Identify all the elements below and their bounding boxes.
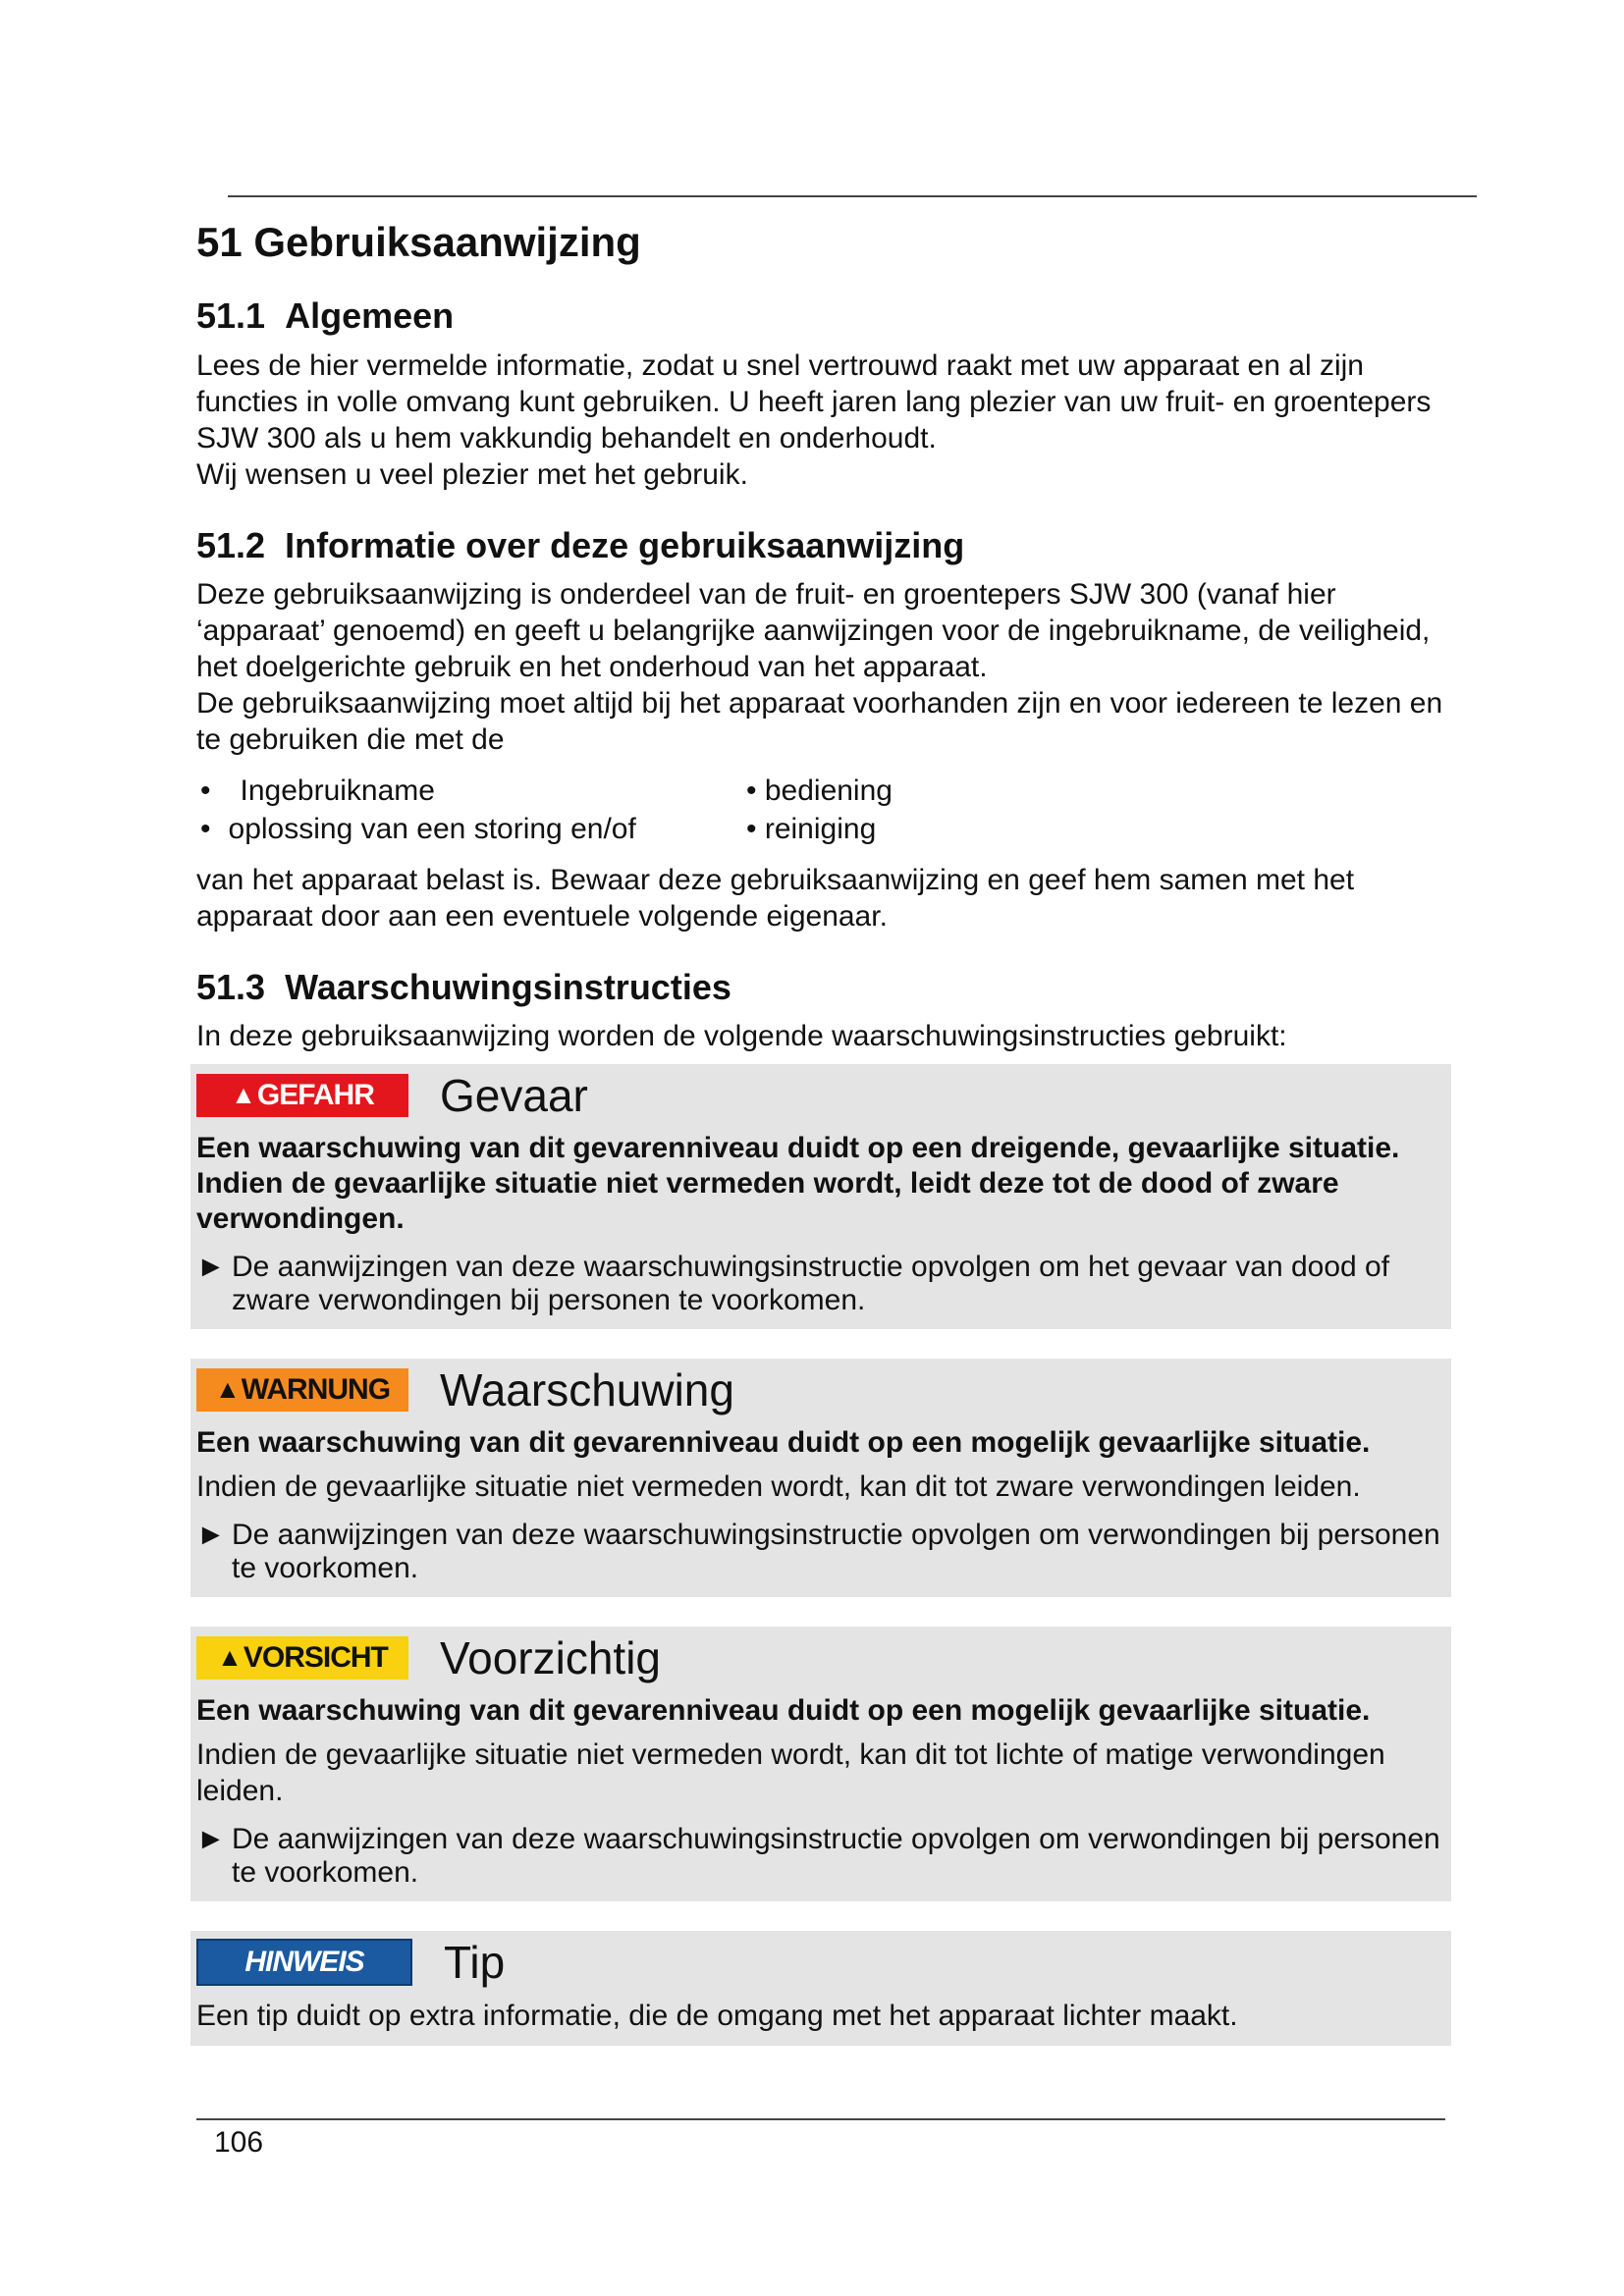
- right-pointer-icon: ►: [196, 1822, 226, 1855]
- page-number: 106: [214, 2126, 264, 2159]
- page-content: [196, 218, 1445, 2075]
- notice-title: Tip: [444, 1936, 506, 1988]
- section-heading: [196, 524, 1445, 566]
- bullet-row: [196, 772, 1445, 810]
- warning-badge: ▲ WARNUNG: [196, 1368, 408, 1412]
- warning-box: [190, 1359, 1451, 1597]
- danger-description: Een waarschuwing van dit gevarenniveau duidt op een dreigende, gevaarlijke situatie. Indien de gevaarlijke situatie niet vermeden wordt, leidt deze tot de dood of zware verwondingen.: [196, 1131, 1400, 1235]
- paragraph: Wij wensen u veel plezier met het gebruik.: [196, 457, 748, 491]
- list-item: • oplossing van een storing en/of: [200, 812, 636, 845]
- section-manual-info: [196, 524, 1445, 934]
- list-item: • reiniging: [746, 812, 877, 845]
- notice-box: [190, 1931, 1451, 2046]
- warning-triangle-icon: ▲: [231, 1080, 255, 1110]
- section-warnings: [196, 966, 1445, 2046]
- caution-badge: ▲ VORSICHT: [196, 1636, 408, 1680]
- warning-description: Een waarschuwing van dit gevarenniveau duidt op een mogelijk gevaarlijke situatie.: [196, 1425, 1371, 1459]
- warning-text: Indien de gevaarlijke situatie niet vermeden wordt, kan dit tot zware verwondingen leiden.: [196, 1469, 1361, 1503]
- danger-badge: ▲ GEFAHR: [196, 1074, 408, 1117]
- danger-action: ► De aanwijzingen van deze waarschuwingsinstructie opvolgen om het gevaar van dood of zware verwondingen bij personen te voorkomen.: [196, 1250, 1390, 1316]
- right-pointer-icon: ►: [196, 1250, 226, 1283]
- warning-action: ► De aanwijzingen van deze waarschuwingsinstructie opvolgen om verwondingen bij personen te voorkomen.: [196, 1518, 1440, 1584]
- caution-action: ► De aanwijzingen van deze waarschuwingsinstructie opvolgen om verwondingen bij personen te voorkomen.: [196, 1822, 1440, 1889]
- section-number: 51.1: [196, 295, 266, 337]
- header-rule: [228, 195, 1477, 197]
- bullet-row: [196, 810, 1445, 848]
- section-number: 51.3: [196, 966, 266, 1007]
- caution-description: Een waarschuwing van dit gevarenniveau duidt op een mogelijk gevaarlijke situatie.: [196, 1693, 1371, 1727]
- section-number: 51.2: [196, 524, 266, 565]
- caution-title: Voorzichtig: [440, 1631, 662, 1683]
- danger-box: [190, 1064, 1451, 1329]
- bullet-list: [196, 772, 1445, 848]
- section-heading: [196, 966, 1445, 1008]
- section-title: Algemeen: [285, 295, 455, 337]
- paragraph: In deze gebruiksaanwijzing worden de volgende waarschuwingsinstructies gebruikt:: [196, 1019, 1287, 1052]
- paragraph: van het apparaat belast is. Bewaar deze gebruiksaanwijzing en geef hem samen met het apparaat door aan een eventuele volgende eigenaar.: [196, 863, 1355, 933]
- paragraph: Lees de hier vermelde informatie, zodat u snel vertrouwd raakt met uw apparaat en al zijn functies in volle omvang kunt gebruiken. U heeft jaren lang plezier van uw fruit- en groentepers SJW 300 als u hem vakkundig behandelt en onderhoudt.: [196, 348, 1432, 454]
- section-general: [196, 294, 1445, 492]
- warning-title: Waarschuwing: [440, 1363, 734, 1415]
- danger-title: Gevaar: [440, 1069, 588, 1121]
- notice-text: Een tip duidt op extra informatie, die de omgang met het apparaat lichter maakt.: [196, 1999, 1238, 2032]
- warning-triangle-icon: ▲: [214, 1374, 240, 1405]
- caution-text: Indien de gevaarlijke situatie niet vermeden wordt, kan dit tot lichte of matige verwondingen leiden.: [196, 1737, 1385, 1807]
- list-item: • Ingebruikname: [200, 774, 435, 807]
- paragraph: De gebruiksaanwijzing moet altijd bij het apparaat voorhanden zijn en voor iedereen te lezen en te gebruiken die met de: [196, 686, 1443, 756]
- section-heading: [196, 294, 1445, 337]
- section-title: Waarschuwingsinstructies: [285, 966, 731, 1007]
- footer-rule: [196, 2118, 1445, 2120]
- caution-box: [190, 1627, 1451, 1901]
- section-title: Informatie over deze gebruiksaanwijzing: [285, 524, 965, 565]
- chapter-title: 51 Gebruiksaanwijzing: [196, 219, 641, 265]
- right-pointer-icon: ►: [196, 1518, 226, 1551]
- paragraph: Deze gebruiksaanwijzing is onderdeel van de fruit- en groentepers SJW 300 (vanaf hier ‘apparaat’ genoemd) en geeft u belangrijke aanwijzingen voor de ingebruikname, de veiligheid, het doelgerichte gebruik en het onderhoud van het apparaat.: [196, 577, 1431, 683]
- warning-triangle-icon: ▲: [217, 1642, 242, 1673]
- list-item: • bediening: [746, 774, 893, 807]
- notice-badge: HINWEIS: [196, 1939, 412, 1986]
